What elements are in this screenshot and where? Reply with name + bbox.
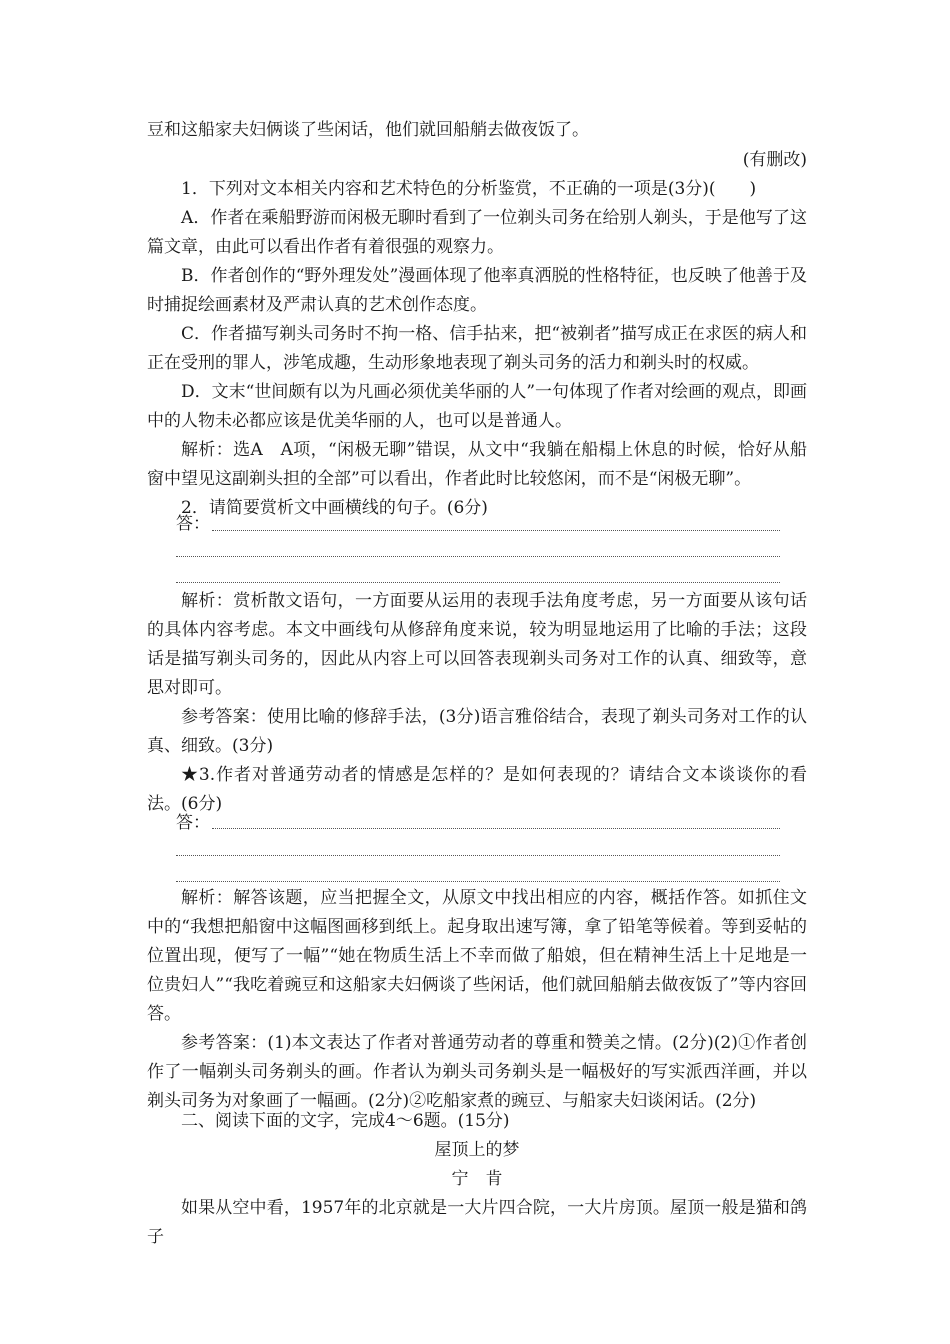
- analysis-3: 解析：解答该题，应当把握全文，从原文中找出相应的内容，概括作答。如抓住文中的“我想把船窗中这幅图画移到纸上。起身取出速写簿，拿了铅笔等候着。等到妥帖的位置出现，便写了一幅”“她在物质生活上不幸而做了船娘，但在精神生活上十足地是一位贵妇人”“我吃着豌豆和这船家夫妇俩谈了些闲话，他们就回船艄去做夜饭了”等内容回答。: [147, 888, 807, 1024]
- continued-text: 豆和这船家夫妇俩谈了些闲话，他们就回船艄去做夜饭了。: [147, 120, 589, 140]
- reference-answer-3: 参考答案：(1)本文表达了作者对普通劳动者的尊重和赞美之情。(2分)(2)①作者创作了一幅剃头司务剃头的画。作者认为剃头司务剃头是一幅极好的写实派西洋画，并以剃头司务为对象画了一幅画。(2分)②吃船家煮的豌豆、与船家夫妇谈闲话。(2分): [147, 1033, 807, 1111]
- answer-line[interactable]: [212, 530, 780, 532]
- article-body: 如果从空中看，1957年的北京就是一大片四合院，一大片房顶。屋顶一般是猫和鸽子: [147, 1198, 807, 1247]
- answer-label-2: 答：: [176, 514, 210, 534]
- answer-line[interactable]: [176, 556, 780, 558]
- section-two-heading: 二、阅读下面的文字，完成4～6题。(15分): [181, 1111, 510, 1131]
- analysis-2: 解析：赏析散文语句，一方面要从运用的表现手法角度考虑，另一方面要从该句话的具体内容考虑。本文中画线句从修辞角度来说，较为明显地运用了比喻的手法；这段话是描写剃头司务的，因此从内容上可以回答表现剃头司务对工作的认真、细致等，意思对即可。: [147, 591, 807, 698]
- reference-answer-2: 参考答案：使用比喻的修辞手法，(3分)语言雅俗结合，表现了剃头司务对工作的认真、细致。(3分): [147, 707, 807, 756]
- source-note: (有删改): [742, 150, 807, 170]
- question-2: 2．请简要赏析文中画横线的句子。(6分): [181, 498, 488, 518]
- option-d: D．文末“世间颇有以为凡画必须优美华丽的人”一句体现了作者对绘画的观点，即画中的人物未必都应该是优美华丽的人，也可以是普通人。: [147, 382, 808, 431]
- article-author: 宁 肯: [451, 1169, 503, 1189]
- question-3: ★3.作者对普通劳动者的情感是怎样的？是如何表现的？请结合文本谈谈你的看法。(6分): [147, 765, 807, 814]
- option-b: B．作者创作的“野外理发处”漫画体现了他率真洒脱的性格特征，也反映了他善于及时捕捉绘画素材及严肃认真的艺术创作态度。: [147, 266, 807, 315]
- option-c: C．作者描写剃头司务时不拘一格、信手拈来，把“被剃者”描写成正在求医的病人和正在受刑的罪人，涉笔成趣，生动形象地表现了剃头司务的活力和剃头时的权威。: [147, 324, 807, 373]
- question-1: 1．下列对文本相关内容和艺术特色的分析鉴赏，不正确的一项是(3分)( ): [181, 179, 757, 199]
- answer-line[interactable]: [212, 828, 780, 830]
- option-a: A．作者在乘船野游而闲极无聊时看到了一位剃头司务在给别人剃头，于是他写了这篇文章，由此可以看出作者有着很强的观察力。: [147, 208, 807, 257]
- answer-line[interactable]: [176, 881, 780, 883]
- answer-line[interactable]: [176, 582, 780, 584]
- analysis-1: 解析：选A A项，“闲极无聊”错误，从文中“我躺在船榻上休息的时候，恰好从船窗中望见这副剃头担的全部”可以看出，作者此时比较悠闲，而不是“闲极无聊”。: [147, 440, 807, 489]
- answer-line[interactable]: [176, 855, 780, 857]
- answer-label-3: 答：: [176, 813, 210, 833]
- article-title: 屋顶上的梦: [434, 1140, 520, 1160]
